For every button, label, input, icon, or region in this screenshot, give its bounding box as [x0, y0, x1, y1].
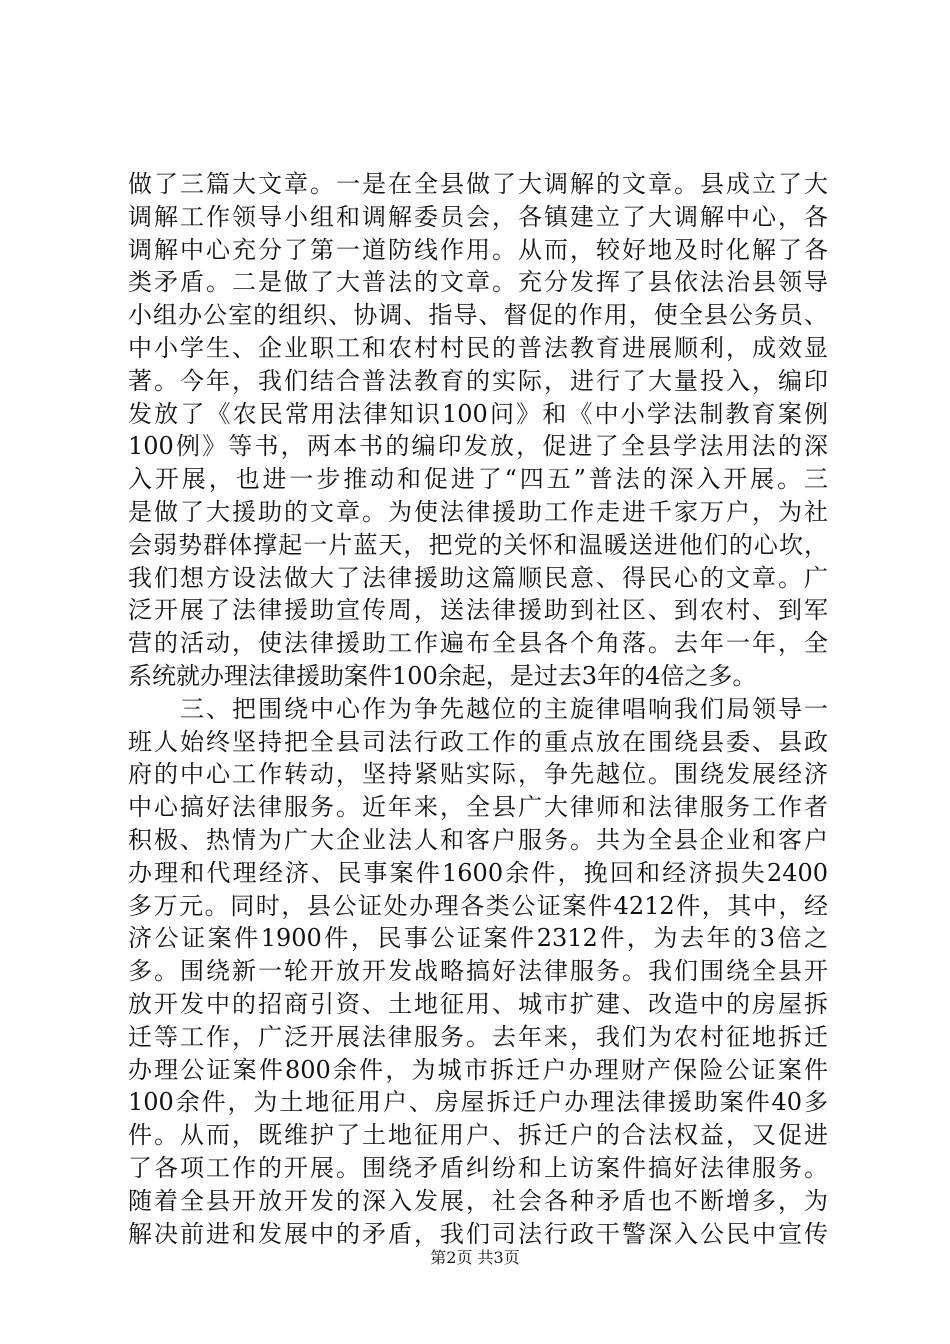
text-line: 100余件，为土地征用户、房屋拆迁户办理法律援助案件40多 — [128, 1088, 828, 1117]
text-line: 调解中心充分了第一道防线作用。从而，较好地及时化解了各 — [128, 235, 828, 264]
text-line: 类矛盾。二是做了大普法的文章。充分发挥了县依法治县领导 — [128, 268, 828, 297]
text-line: 办理和代理经济、民事案件1600余件，挽回和经济损失2400 — [128, 858, 828, 887]
text-line: 中小学生、企业职工和农村村民的普法教育进展顺利，成效显 — [128, 333, 828, 362]
text-line: 做了三篇大文章。一是在全县做了大调解的文章。县成立了大 — [128, 170, 828, 198]
text-line: 发放了《农民常用法律知识100问》和《中小学法制教育案例 — [128, 399, 828, 428]
text-line: 班人始终坚持把全县司法行政工作的重点放在围绕县委、县政 — [128, 727, 828, 756]
text-line: 著。今年，我们结合普法教育的实际，进行了大量投入，编印 — [128, 366, 828, 395]
text-line: 小组办公室的组织、协调、指导、督促的作用，使全县公务员、 — [128, 301, 828, 330]
text-line: 会弱势群体撑起一片蓝天，把党的关怀和温暖送进他们的心坎， — [128, 530, 828, 559]
text-line: 多万元。同时，县公证处办理各类公证案件4212件，其中，经 — [128, 891, 828, 920]
text-line: 办理公证案件800余件，为城市拆迁户办理财产保险公证案件 — [128, 1055, 828, 1084]
text-line: 解决前进和发展中的矛盾，我们司法行政干警深入公民中宣传 — [128, 1219, 828, 1248]
text-line: 三、把围绕中心作为争先越位的主旋律唱响我们局领导一 — [128, 694, 828, 723]
text-line: 放开发中的招商引资、土地征用、城市扩建、改造中的房屋拆 — [128, 989, 828, 1018]
document-body — [128, 168, 828, 1250]
text-line: 泛开展了法律援助宣传周，送法律援助到社区、到农村、到军 — [128, 596, 828, 625]
text-line: 入开展，也进一步推动和促进了“四五”普法的深入开展。三 — [128, 465, 828, 494]
text-line: 随着全县开放开发的深入发展，社会各种矛盾也不断增多，为 — [128, 1186, 828, 1215]
text-line: 系统就办理法律援助案件100余起，是过去3年的4倍之多。 — [128, 661, 757, 690]
text-line: 100例》等书，两本书的编印发放，促进了全县学法用法的深 — [128, 432, 828, 461]
text-line: 积极、热情为广大企业法人和客户服务。共为全县企业和客户 — [128, 825, 828, 854]
text-line: 了各项工作的开展。围绕矛盾纠纷和上访案件搞好法律服务。 — [128, 1153, 828, 1182]
text-line: 多。围绕新一轮开放开发战略搞好法律服务。我们围绕全县开 — [128, 957, 828, 986]
text-line: 我们想方设法做大了法律援助这篇顺民意、得民心的文章。广 — [128, 563, 828, 592]
text-line: 济公证案件1900件，民事公证案件2312件，为去年的3倍之 — [128, 924, 828, 953]
text-line: 迁等工作，广泛开展法律服务。去年来，我们为农村征地拆迁 — [128, 1022, 828, 1051]
text-line: 件。从而，既维护了土地征用户、拆迁户的合法权益，又促进 — [128, 1121, 828, 1150]
text-line: 中心搞好法律服务。近年来，全县广大律师和法律服务工作者 — [128, 793, 828, 822]
text-line: 营的活动，使法律援助工作遍布全县各个角落。去年一年，全 — [128, 629, 828, 658]
text-line: 是做了大援助的文章。为使法律援助工作走进千家万户，为社 — [128, 497, 828, 526]
text-line: 府的中心工作转动，坚持紧贴实际，争先越位。围绕发展经济 — [128, 760, 828, 789]
text-line: 调解工作领导小组和调解委员会，各镇建立了大调解中心，各 — [128, 202, 828, 231]
page-footer: 第2页 共3页 — [430, 1248, 520, 1267]
